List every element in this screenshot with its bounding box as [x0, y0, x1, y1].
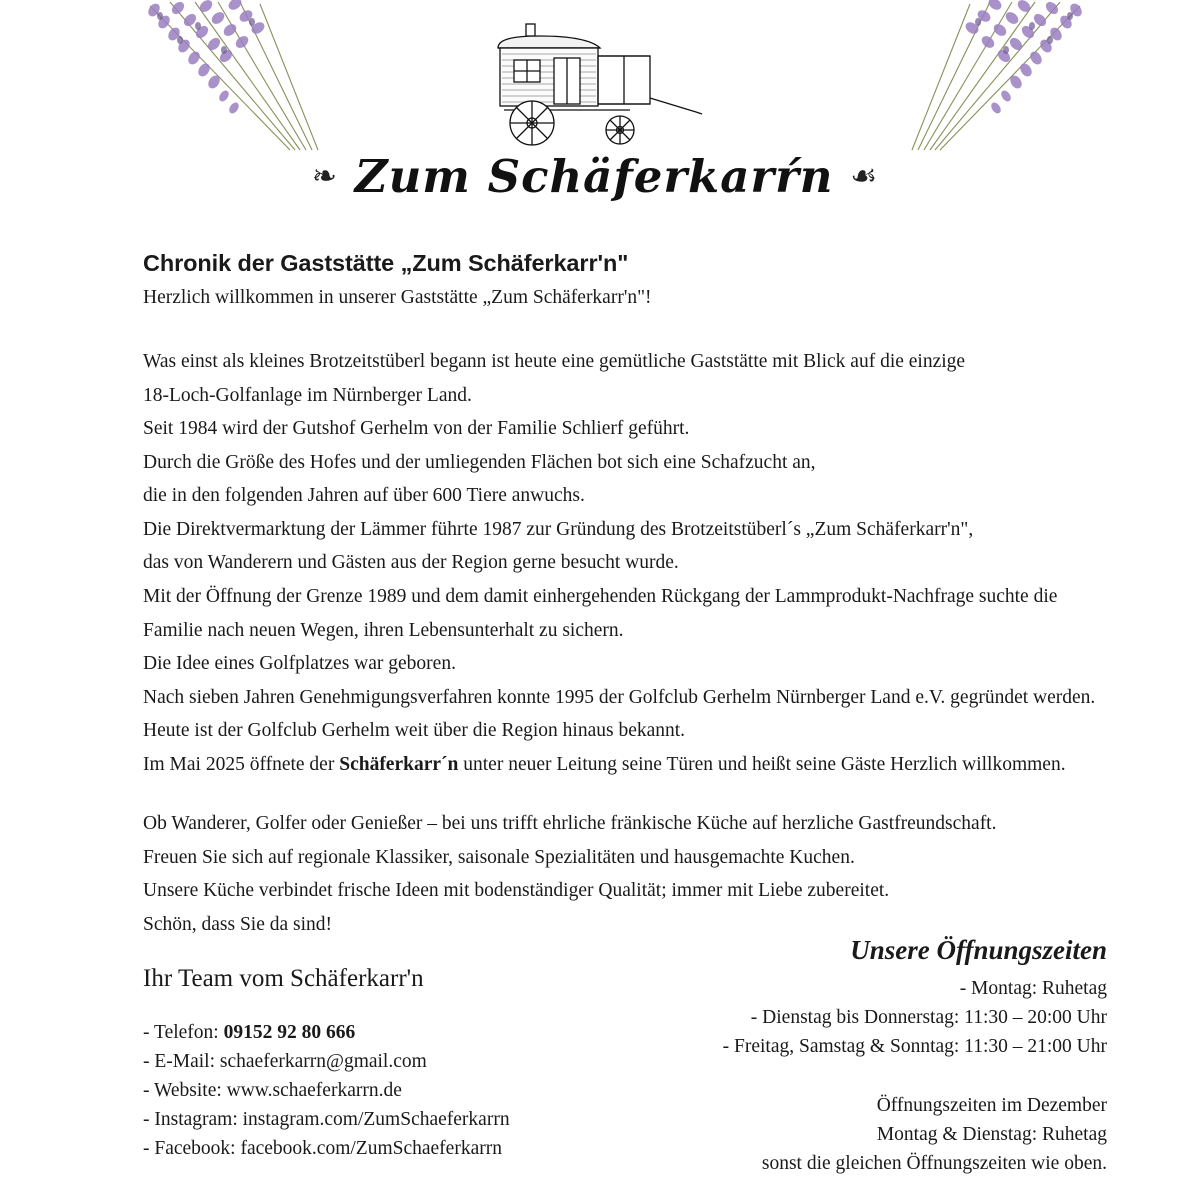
history-line: Die Direktvermarktung der Lämmer führte 1987 zur Gründung des Brotzeitstüberl´s „Zum Schäferkarr'n", [143, 518, 974, 540]
history-line: Familie nach neuen Wegen, ihren Lebensunterhalt zu sichern. [143, 619, 624, 641]
history-line: Heute ist der Golfclub Gerhelm weit über die Region hinaus bekannt. [143, 720, 686, 742]
main-content [143, 250, 1143, 1021]
shepherd-wagon-icon [480, 20, 710, 155]
reopening-highlight: Schäferkarr´n [339, 753, 459, 775]
closing-line: Unsere Küche verbindet frische Ideen mit bodenständiger Qualität; immer mit Liebe zubereitet. [143, 880, 890, 902]
december-hours-line: Montag & Dienstag: Ruhetag [876, 1124, 1107, 1146]
closing-line: Schön, dass Sie da sind! [143, 913, 333, 935]
history-line: Durch die Größe des Hofes und der umliegenden Flächen bot sich eine Schafzucht an, [143, 451, 816, 473]
history-line: Was einst als kleines Brotzeitstüberl begann ist heute eine gemütliche Gaststätte mit Blick auf die einzige [143, 351, 966, 373]
signature-text: Ihr Team vom Schäferkarr'n [143, 965, 424, 993]
lavender-decoration-left [140, 0, 350, 160]
flourish-left-icon: ❧ [311, 159, 339, 194]
opening-hours-block [723, 930, 1107, 1179]
december-hours-line: sonst die gleichen Öffnungszeiten wie oben. [761, 1153, 1107, 1175]
december-hours-title: Öffnungszeiten im Dezember [876, 1095, 1107, 1117]
opening-hours-line: - Montag: Ruhetag [959, 978, 1107, 1000]
reopening-after: unter neuer Leitung seine Türen und heißt seine Gäste Herzlich willkommen. [458, 753, 1066, 775]
page-header [0, 0, 1190, 238]
reopening-before: Im Mai 2025 öffnete der [143, 753, 340, 775]
contact-block [143, 1018, 510, 1163]
opening-hours-line: - Freitag, Samstag & Sonntag: 11:30 – 21:00 Uhr [722, 1036, 1107, 1058]
lavender-decoration-right [880, 0, 1090, 160]
flourish-right-icon: ☙ [850, 159, 879, 194]
contact-phone-label: - Telefon: [143, 1022, 224, 1043]
history-line: das von Wanderern und Gästen aus der Region gerne besucht wurde. [143, 552, 679, 574]
opening-hours-line: - Dienstag bis Donnerstag: 11:30 – 20:00 Uhr [750, 1007, 1107, 1029]
history-line: Seit 1984 wird der Gutshof Gerhelm von der Familie Schlierf geführt. [143, 418, 690, 440]
history-line: Mit der Öffnung der Grenze 1989 und dem damit einhergehenden Rückgang der Lammprodukt-Nachfrage suchte die [143, 585, 1058, 607]
welcome-text: Herzlich willkommen in unserer Gaststätte „Zum Schäferkarr'n"! [143, 287, 652, 308]
contact-facebook[interactable]: - Facebook: facebook.com/ZumSchaeferkarrn [143, 1138, 502, 1160]
logo-text: Zum Schäferkarŕn [354, 150, 834, 203]
history-line: 18-Loch-Golfanlage im Nürnberger Land. [143, 384, 472, 406]
opening-hours-title: Unsere Öffnungszeiten [850, 935, 1107, 965]
contact-instagram[interactable]: - Instagram: instagram.com/ZumSchaeferkarrn [143, 1109, 510, 1131]
history-line: die in den folgenden Jahren auf über 600 Tiere anwuchs. [143, 485, 585, 507]
closing-line: Freuen Sie sich auf regionale Klassiker, saisonale Spezialitäten und hausgemachte Kuchen. [143, 846, 855, 868]
contact-phone [143, 1018, 510, 1047]
history-line: Die Idee eines Golfplatzes war geboren. [143, 653, 456, 675]
contact-website[interactable]: - Website: www.schaeferkarrn.de [143, 1080, 402, 1102]
contact-phone-value: 09152 92 80 666 [223, 1022, 356, 1043]
contact-email[interactable]: - E-Mail: schaeferkarrn@gmail.com [143, 1051, 427, 1073]
closing-line: Ob Wanderer, Golfer oder Genießer – bei uns trifft ehrliche fränkische Küche auf herzliche Gastfreundschaft. [143, 813, 997, 835]
december-hours [723, 1091, 1107, 1178]
page-title: Chronik der Gaststätte „Zum Schäferkarr'n" [143, 250, 629, 276]
reopening-line [143, 748, 1143, 782]
restaurant-logo [0, 150, 1190, 203]
history-line: Nach sieben Jahren Genehmigungsverfahren konnte 1995 der Golfclub Gerhelm Nürnberger Land e.V. gegründet werden. [143, 686, 1096, 708]
